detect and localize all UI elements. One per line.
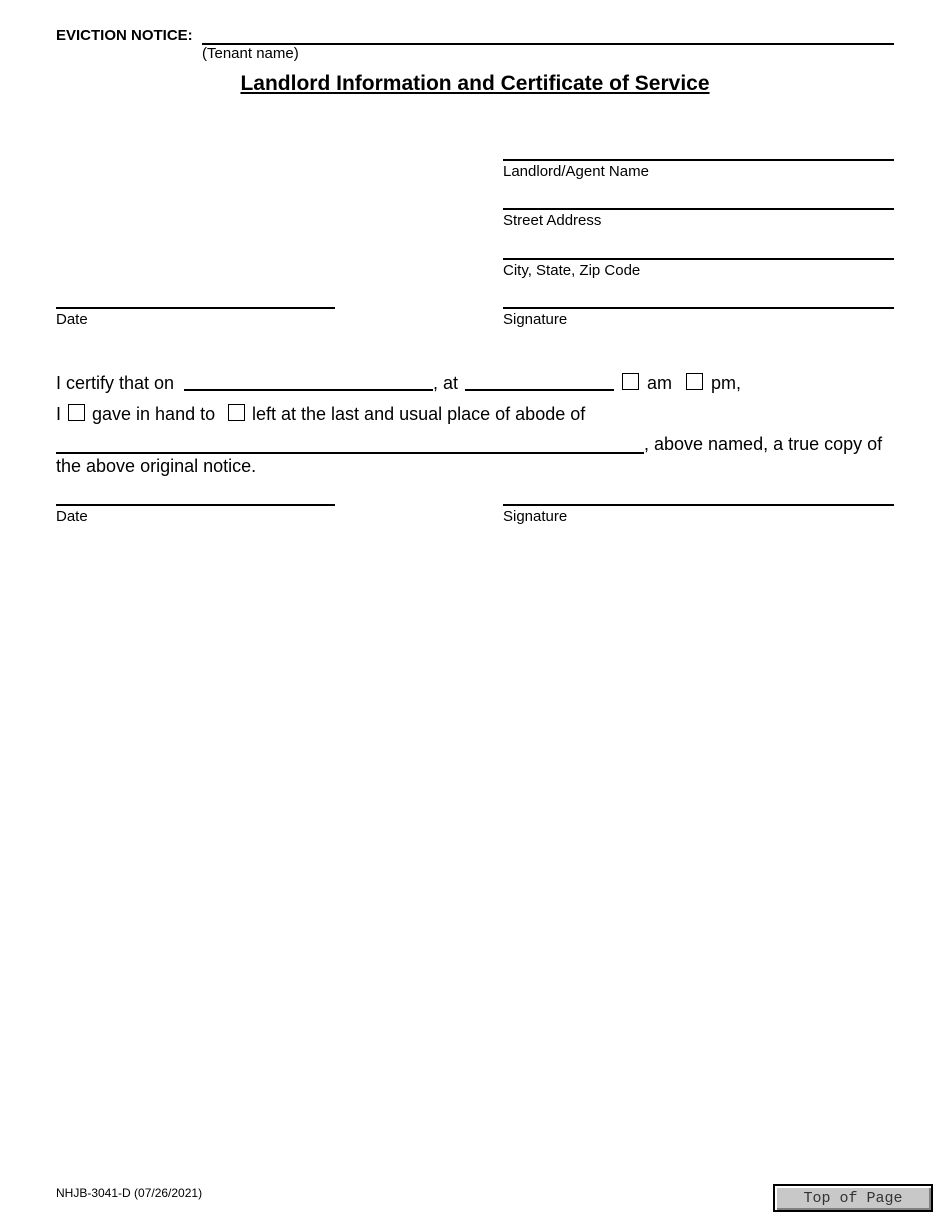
landlord-date-caption: Date <box>56 311 88 328</box>
city-state-zip-line[interactable] <box>503 258 894 260</box>
at-text: , at <box>433 373 459 393</box>
street-address-caption: Street Address <box>503 212 602 229</box>
landlord-agent-name-line[interactable] <box>503 159 894 161</box>
page-title: Landlord Information and Certificate of Service <box>240 72 710 95</box>
certify-prefix-text: I certify that on <box>56 373 175 393</box>
tenant-name-line[interactable] <box>202 43 894 45</box>
certificate-date-caption: Date <box>56 508 88 525</box>
am-label: am <box>647 373 673 393</box>
i-text: I <box>56 404 62 424</box>
tenant-served-line[interactable] <box>56 452 644 454</box>
am-checkbox[interactable] <box>622 373 639 390</box>
service-date-line[interactable] <box>184 389 433 391</box>
form-id: NHJB-3041-D (07/26/2021) <box>56 1186 203 1200</box>
certificate-signature-caption: Signature <box>503 508 568 525</box>
certificate-date-line[interactable] <box>56 504 335 506</box>
top-of-page-button[interactable]: Top of Page <box>773 1184 933 1212</box>
pm-label: pm, <box>711 373 742 393</box>
left-at-abode-checkbox[interactable] <box>228 404 245 421</box>
landlord-signature-caption: Signature <box>503 311 568 328</box>
gave-in-hand-checkbox[interactable] <box>68 404 85 421</box>
gave-in-hand-label: gave in hand to <box>92 404 216 424</box>
tenant-name-caption: (Tenant name) <box>202 45 299 62</box>
pm-checkbox[interactable] <box>686 373 703 390</box>
landlord-signature-line[interactable] <box>503 307 894 309</box>
above-named-text: , above named, a true copy of <box>644 434 883 454</box>
certificate-signature-line[interactable] <box>503 504 894 506</box>
service-time-line[interactable] <box>465 389 614 391</box>
city-state-zip-caption: City, State, Zip Code <box>503 262 641 279</box>
eviction-notice-label: EVICTION NOTICE: <box>56 27 193 44</box>
original-notice-text: the above original notice. <box>56 456 257 476</box>
landlord-agent-name-caption: Landlord/Agent Name <box>503 163 649 180</box>
left-at-abode-label: left at the last and usual place of abode of <box>252 404 586 424</box>
street-address-line[interactable] <box>503 208 894 210</box>
landlord-date-line[interactable] <box>56 307 335 309</box>
